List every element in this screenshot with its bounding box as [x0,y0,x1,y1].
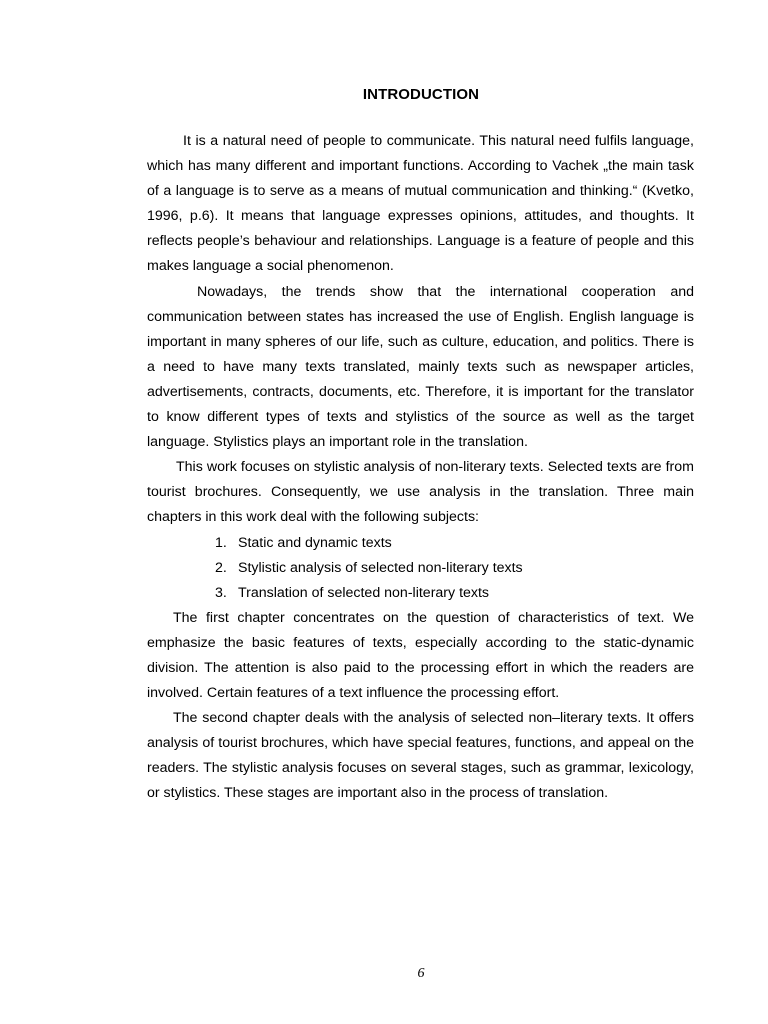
list-item [147,556,694,581]
page-title: INTRODUCTION [362,86,480,103]
list-item-text: Stylistic analysis of selected non-literary texts [238,559,523,576]
paragraph-2: Nowadays, the trends show that the international cooperation and communication between states has increased the use of English. English language is important in many spheres of our life, such as culture, education, and politics. There is a need to have many texts translated, mainly texts such as newspaper articles, advertisements, contracts, documents, etc. Therefore, it is important for the translator to know different types of texts and stylistics of the source as well as the target language. Stylistics plays an important role in the translation. [147,283,694,451]
chapter-list [147,531,694,606]
list-item-number: 3. [215,584,227,601]
paragraph-1: It is a natural need of people to communicate. This natural need fulfils language, which has many different and important functions. According to Vachek „the main task of a language is to serve as a means of mutual communication and thinking.“ (Kvetko, 1996, p.6). It means that language expresses opinions, attitudes, and thoughts. It reflects people’s behaviour and relationships. Language is a feature of people and this makes language a social phenomenon. [147,133,694,275]
list-item-text: Translation of selected non-literary texts [238,584,490,601]
body-text [147,129,694,807]
list-item [147,531,694,556]
paragraph-4: The first chapter concentrates on the question of characteristics of text. We emphasize the basic features of texts, especially according to the static-dynamic division. The attention is also paid to the processing effort in which the readers are involved. Certain features of a text influence the processing effort. [147,609,694,702]
paragraph-5: The second chapter deals with the analysis of selected non–literary texts. It offers analysis of tourist brochures, which have special features, functions, and appeal on the readers. The stylistic analysis focuses on several stages, such as grammar, lexicology, or stylistics. These stages are important also in the process of translation. [147,710,694,802]
list-item-number: 1. [215,534,227,551]
list-item [147,581,694,606]
page-number: 6 [417,966,425,981]
list-item-text: Static and dynamic texts [238,534,392,551]
list-item-number: 2. [215,559,227,576]
paragraph-3: This work focuses on stylistic analysis of non-literary texts. Selected texts are from tourist brochures. Consequently, we use analysis in the translation. Three main chapters in this work deal with the following subjects: [147,459,694,526]
